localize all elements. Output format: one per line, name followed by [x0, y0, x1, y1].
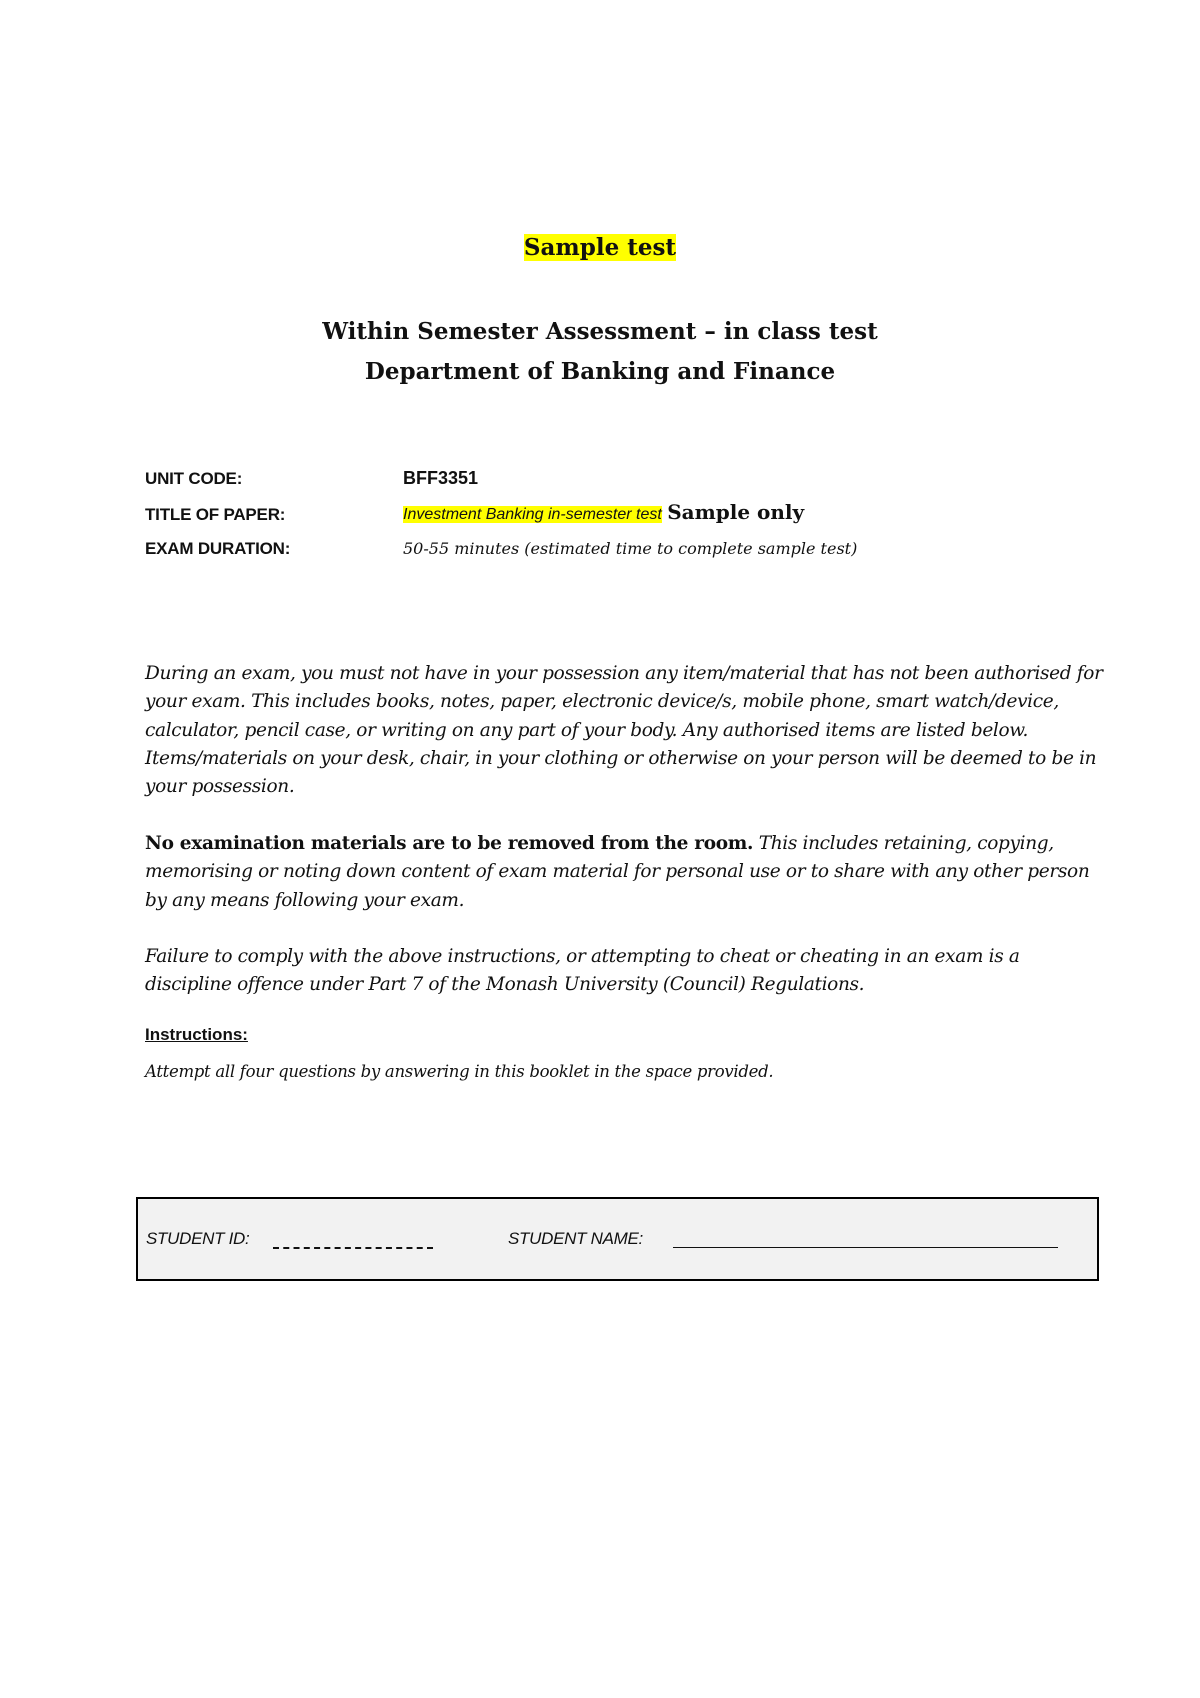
student-details-box: [136, 1197, 1099, 1281]
student-name-label: STUDENT NAME:: [508, 1229, 643, 1248]
student-id-label: STUDENT ID:: [146, 1229, 250, 1248]
removal-rules-lead: No examination materials are to be removed from the room.: [145, 833, 754, 854]
student-name-field[interactable]: [673, 1247, 1058, 1248]
unit-code-label: UNIT CODE:: [145, 469, 243, 488]
unit-code-value: BFF3351: [403, 468, 479, 488]
failure-paragraph: Failure to comply with the above instructions, or attempting to cheat or cheating in an exam is a discipline offence under Part 7 of the Monash University (Council) Regulations.: [145, 946, 1020, 996]
removal-rules-paragraph: [145, 830, 1105, 915]
title-of-paper-highlighted: Investment Banking in-semester test: [403, 506, 662, 523]
assessment-title: Within Semester Assessment – in class test: [322, 318, 878, 345]
student-id-field[interactable]: [273, 1247, 433, 1249]
instructions-text: Attempt all four questions by answering in this booklet in the space provided.: [145, 1062, 774, 1081]
instructions-heading: Instructions:: [145, 1025, 248, 1044]
sample-test-label: Sample test: [523, 234, 677, 261]
title-of-paper-suffix: Sample only: [667, 500, 805, 524]
sample-test-heading: [0, 233, 1200, 263]
possession-rules-paragraph: During an exam, you must not have in your possession any item/material that has not been authorised for your exam. This includes books, notes, paper, electronic device/s, mobile phone, smart watch/device, calculator, pencil case, or writing on any part of your body. Any authorised items are listed below. Items/materials on your desk, chair, in your clothing or otherwise on your person will be deemed to be in your possession.: [145, 663, 1103, 798]
title-of-paper-value: [403, 501, 804, 526]
removal-rules-rest: This includes retaining, copying, memorising or noting down content of exam material for personal use or to share with any other person by any means following your exam.: [145, 833, 1090, 911]
title-of-paper-label: TITLE OF PAPER:: [145, 505, 286, 524]
exam-duration-value: 50-55 minutes (estimated time to complete sample test): [403, 539, 858, 558]
department-title: Department of Banking and Finance: [364, 358, 836, 385]
exam-duration-label: EXAM DURATION:: [145, 539, 291, 558]
